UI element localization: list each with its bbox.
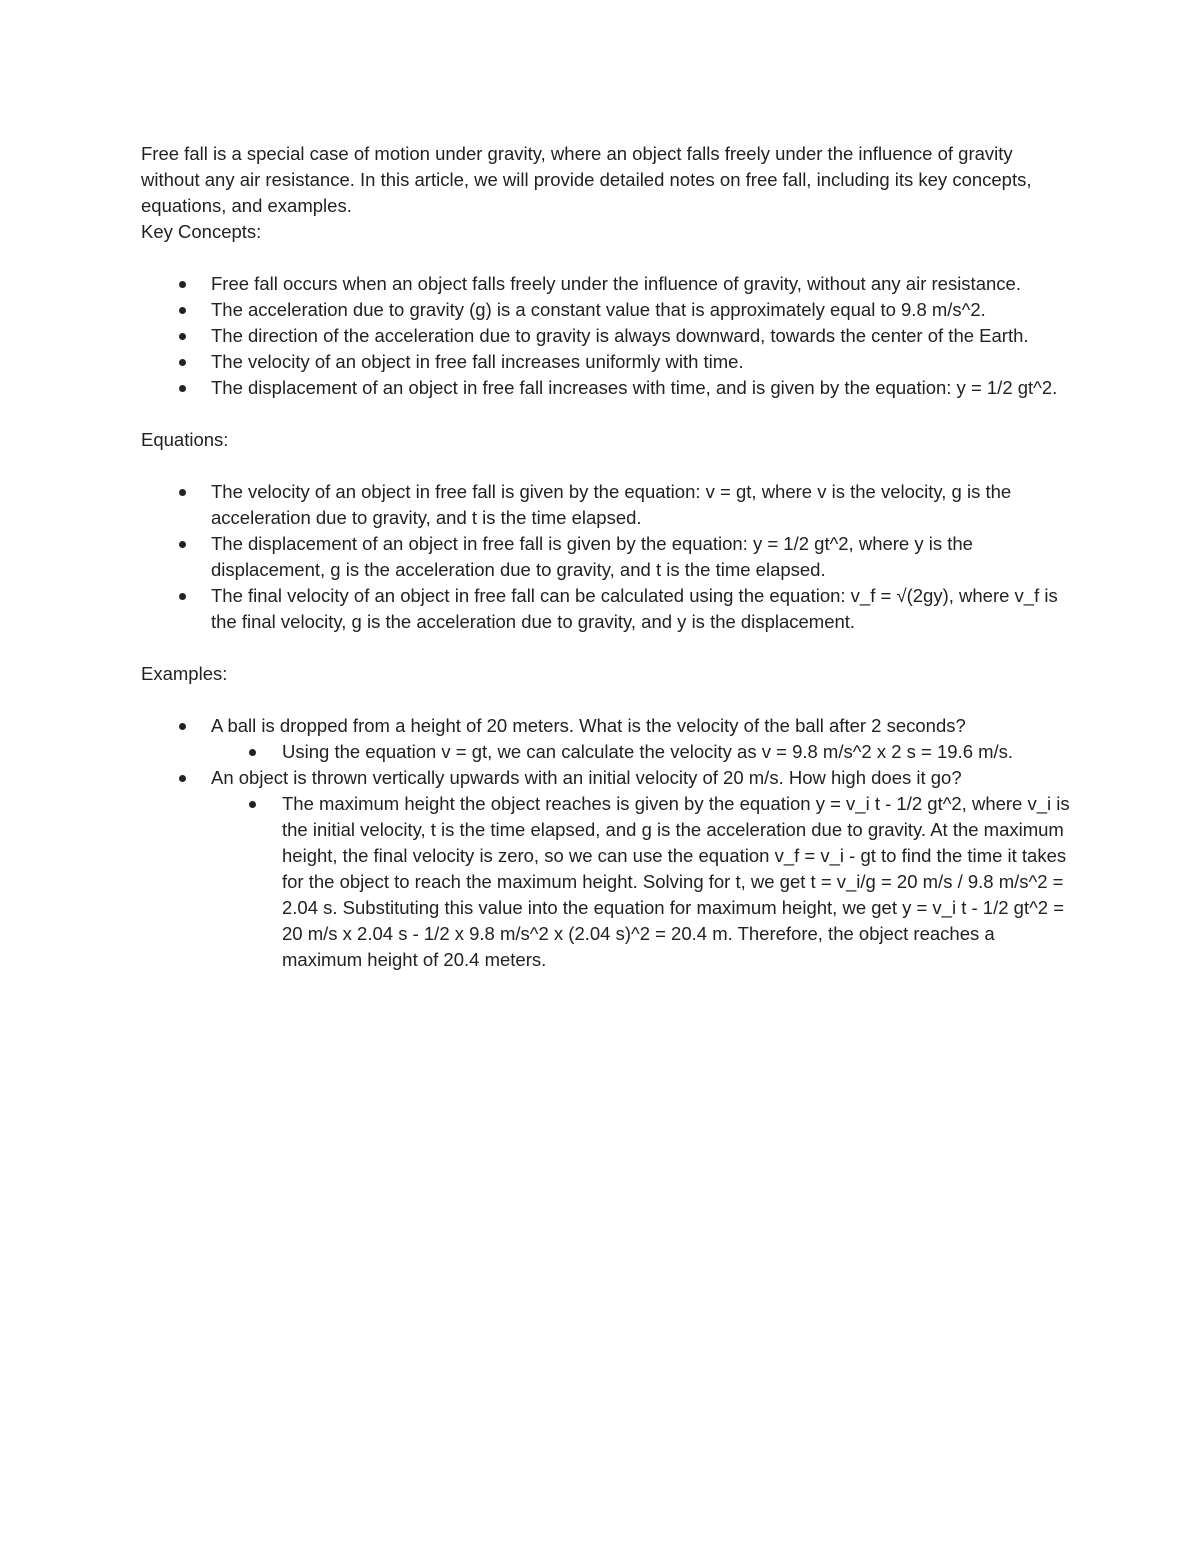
list-item: [141, 349, 1071, 375]
list-item-text: The direction of the acceleration due to gravity is always downward, towards the center of the Earth.: [211, 325, 1029, 346]
bullet-icon: [179, 333, 186, 340]
bullet-icon: [179, 359, 186, 366]
list-item: [141, 583, 1071, 635]
spacer: [141, 453, 1071, 479]
list-item: [141, 271, 1071, 297]
bullet-icon: [179, 775, 186, 782]
example-answer-list: [211, 739, 1071, 765]
list-item: [141, 531, 1071, 583]
bullet-icon: [249, 801, 256, 808]
bullet-icon: [179, 385, 186, 392]
bullet-icon: [179, 723, 186, 730]
spacer: [141, 635, 1071, 661]
bullet-icon: [179, 281, 186, 288]
spacer: [141, 687, 1071, 713]
spacer: [141, 401, 1071, 427]
key-concepts-list: [141, 271, 1071, 401]
bullet-icon: [179, 593, 186, 600]
example-answer: The maximum height the object reaches is given by the equation y = v_i t - 1/2 gt^2, where v_i is the initial velocity, t is the time elapsed, and g is the acceleration due to gravity. At the maximum height, the final velocity is zero, so we can use the equation v_f = v_i - gt to find the time it takes for the object to reach the maximum height. Solving for t, we get t = v_i/g = 20 m/s / 9.8 m/s^2 = 2.04 s. Substituting this value into the equation for maximum height, we get y = v_i t - 1/2 gt^2 = 20 m/s x 2.04 s - 1/2 x 9.8 m/s^2 x (2.04 s)^2 = 20.4 m. Therefore, the object reaches a maximum height of 20.4 meters.: [282, 793, 1070, 970]
example-answer: Using the equation v = gt, we can calculate the velocity as v = 9.8 m/s^2 x 2 s = 19.6 m/s.: [282, 741, 1014, 762]
bullet-icon: [179, 541, 186, 548]
example-question: A ball is dropped from a height of 20 meters. What is the velocity of the ball after 2 seconds?: [211, 715, 966, 736]
examples-list: [141, 713, 1071, 973]
document-page: [141, 141, 1071, 973]
list-item-text: The final velocity of an object in free fall can be calculated using the equation: v_f = √(2gy), where v_f is the final velocity, g is the acceleration due to gravity, and y is the displacement.: [211, 585, 1058, 632]
spacer: [141, 245, 1071, 271]
list-item: [141, 375, 1071, 401]
intro-paragraph: Free fall is a special case of motion under gravity, where an object falls freely under the influence of gravity without any air resistance. In this article, we will provide detailed notes on free fall, including its key concepts, equations, and examples.: [141, 143, 1032, 216]
bullet-icon: [179, 489, 186, 496]
bullet-icon: [179, 307, 186, 314]
bullet-icon: [249, 749, 256, 756]
list-item-text: Free fall occurs when an object falls freely under the influence of gravity, without any air resistance.: [211, 273, 1021, 294]
list-item-text: The velocity of an object in free fall is given by the equation: v = gt, where v is the velocity, g is the acceleration due to gravity, and t is the time elapsed.: [211, 481, 1012, 528]
examples-heading: Examples:: [141, 663, 228, 684]
equations-list: [141, 479, 1071, 635]
list-item-text: The displacement of an object in free fall is given by the equation: y = 1/2 gt^2, where y is the displacement, g is the acceleration due to gravity, and t is the time elapsed.: [211, 533, 973, 580]
list-item-text: The acceleration due to gravity (g) is a constant value that is approximately equal to 9.8 m/s^2.: [211, 299, 986, 320]
list-item-text: The velocity of an object in free fall increases uniformly with time.: [211, 351, 744, 372]
example-answer-list: [211, 791, 1071, 973]
key-concepts-heading: Key Concepts:: [141, 221, 262, 242]
list-item: [141, 323, 1071, 349]
example-question: An object is thrown vertically upwards with an initial velocity of 20 m/s. How high does it go?: [211, 767, 962, 788]
equations-heading: Equations:: [141, 429, 229, 450]
list-item: [141, 765, 1071, 973]
list-item: [141, 479, 1071, 531]
list-item: [141, 297, 1071, 323]
list-item: [141, 713, 1071, 765]
list-item-text: The displacement of an object in free fall increases with time, and is given by the equation: y = 1/2 gt^2.: [211, 377, 1058, 398]
list-item: [211, 739, 1071, 765]
list-item: [211, 791, 1071, 973]
